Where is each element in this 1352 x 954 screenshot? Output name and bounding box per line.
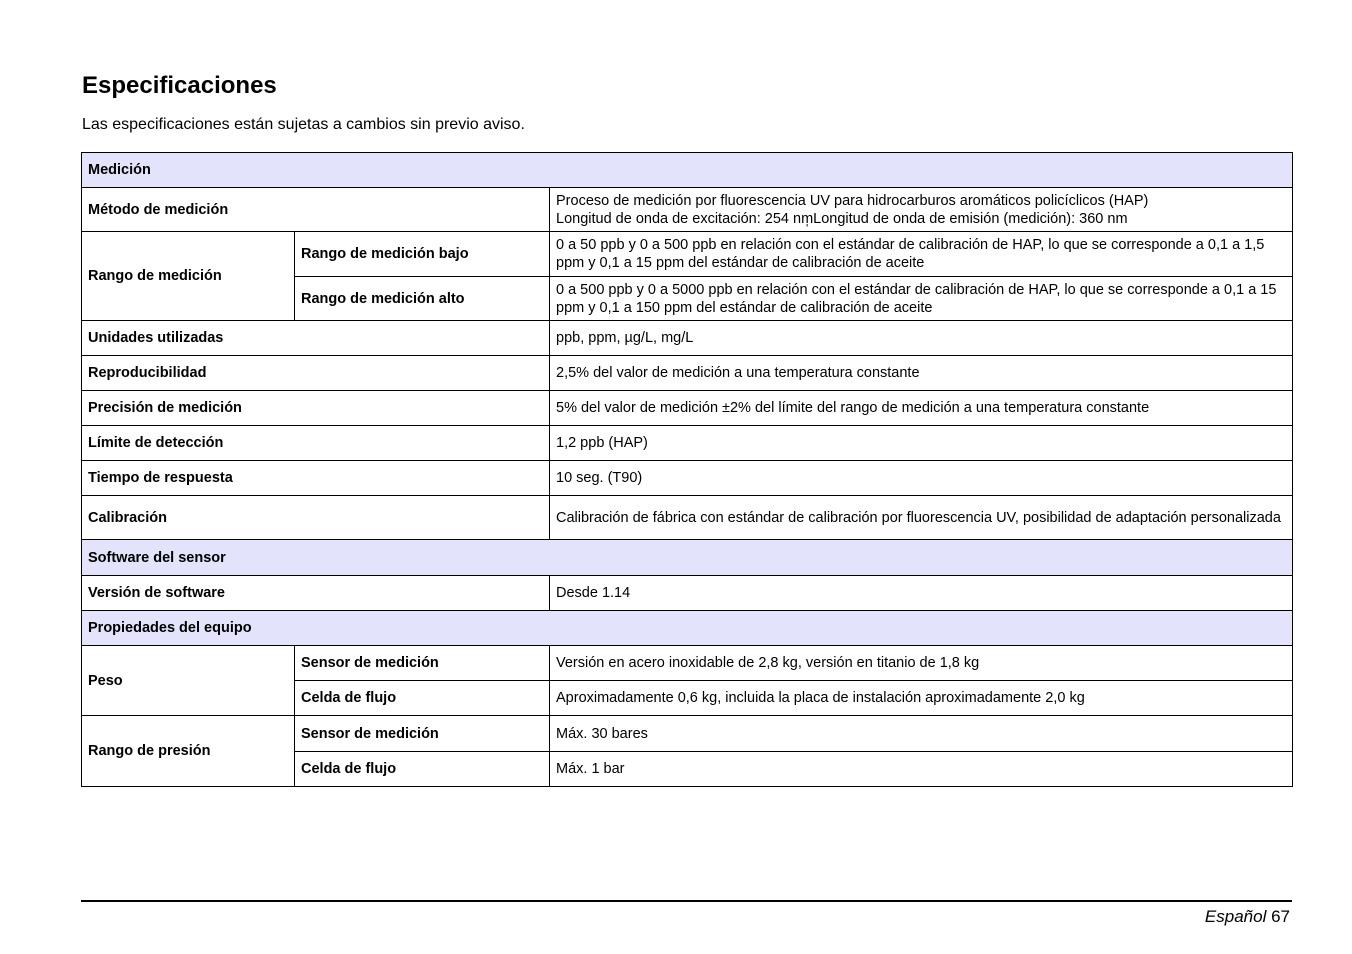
row-label-calibracion: Calibración	[82, 496, 550, 540]
section-header-propiedades: Propiedades del equipo	[82, 611, 1293, 646]
row-label-presion: Rango de presión	[82, 716, 295, 787]
footer-divider	[81, 900, 1292, 902]
section-header-medicion: Medición	[82, 153, 1293, 188]
row-sublabel-peso-celda: Celda de flujo	[295, 681, 550, 716]
row-value-rango-bajo: 0 a 50 ppb y 0 a 500 ppb en relación con el estándar de calibración de HAP, lo que se corresponde a 0,1 a 1,5 ppm y 0,1 a 15 ppm del estándar de calibración de aceite	[550, 232, 1293, 277]
row-label-peso: Peso	[82, 646, 295, 716]
row-label-unidades: Unidades utilizadas	[82, 321, 550, 356]
row-value-precision: 5% del valor de medición ±2% del límite del rango de medición a una temperatura constante	[550, 391, 1293, 426]
row-label-reproducibilidad: Reproducibilidad	[82, 356, 550, 391]
section-row-propiedades	[82, 611, 1293, 646]
table-row	[82, 461, 1293, 496]
row-value-reproducibilidad: 2,5% del valor de medición a una temperatura constante	[550, 356, 1293, 391]
row-value-limite: 1,2 ppb (HAP)	[550, 426, 1293, 461]
row-value-presion-sensor: Máx. 30 bares	[550, 716, 1293, 752]
table-row	[82, 391, 1293, 426]
row-label-precision: Precisión de medición	[82, 391, 550, 426]
page-footer	[1205, 907, 1290, 927]
table-row	[82, 321, 1293, 356]
row-value-peso-sensor: Versión en acero inoxidable de 2,8 kg, versión en titanio de 1,8 kg	[550, 646, 1293, 681]
table-row	[82, 188, 1293, 232]
row-label-rango: Rango de medición	[82, 232, 295, 321]
row-value-peso-celda: Aproximadamente 0,6 kg, incluida la placa de instalación aproximadamente 2,0 kg	[550, 681, 1293, 716]
section-row-medicion	[82, 153, 1293, 188]
table-row	[82, 576, 1293, 611]
row-sublabel-presion-celda: Celda de flujo	[295, 752, 550, 787]
table-row	[82, 716, 1293, 752]
section-row-software	[82, 540, 1293, 576]
page-title: Especificaciones	[82, 72, 277, 99]
specifications-table	[81, 152, 1293, 787]
row-sublabel-rango-bajo: Rango de medición bajo	[295, 232, 550, 277]
table-row	[82, 232, 1293, 277]
row-sublabel-peso-sensor: Sensor de medición	[295, 646, 550, 681]
row-value-metodo	[550, 188, 1293, 232]
row-value-version: Desde 1.14	[550, 576, 1293, 611]
row-label-version: Versión de software	[82, 576, 550, 611]
row-value-tiempo: 10 seg. (T90)	[550, 461, 1293, 496]
row-value-unidades: ppb, ppm, µg/L, mg/L	[550, 321, 1293, 356]
table-row	[82, 356, 1293, 391]
section-header-software: Software del sensor	[82, 540, 1293, 576]
footer-page-number: 67	[1271, 907, 1290, 926]
row-label-tiempo: Tiempo de respuesta	[82, 461, 550, 496]
table-row	[82, 426, 1293, 461]
table-row	[82, 496, 1293, 540]
metodo-value-line-2: Longitud de onda de excitación: 254 nm̩Longitud de onda de emisión (medición): 360 nm	[556, 210, 1128, 227]
table-row	[82, 646, 1293, 681]
footer-language: Español	[1204, 907, 1267, 926]
row-sublabel-presion-sensor: Sensor de medición	[295, 716, 550, 752]
metodo-value-line-1: Proceso de medición por fluorescencia UV para hidrocarburos aromáticos policíclicos (HAP)	[556, 192, 1149, 209]
row-value-presion-celda: Máx. 1 bar	[550, 752, 1293, 787]
page-subtitle: Las especificaciones están sujetas a cambios sin previo aviso.	[82, 116, 525, 133]
row-sublabel-rango-alto: Rango de medición alto	[295, 277, 550, 321]
row-value-calibracion: Calibración de fábrica con estándar de calibración por fluorescencia UV, posibilidad de adaptación personalizada	[550, 496, 1293, 540]
row-label-limite: Límite de detección	[82, 426, 550, 461]
row-label-metodo: Método de medición	[82, 188, 550, 232]
row-value-rango-alto: 0 a 500 ppb y 0 a 5000 ppb en relación con el estándar de calibración de HAP, lo que se corresponde a 0,1 a 15 ppm y 0,1 a 150 ppm del estándar de calibración de aceite	[550, 277, 1293, 321]
